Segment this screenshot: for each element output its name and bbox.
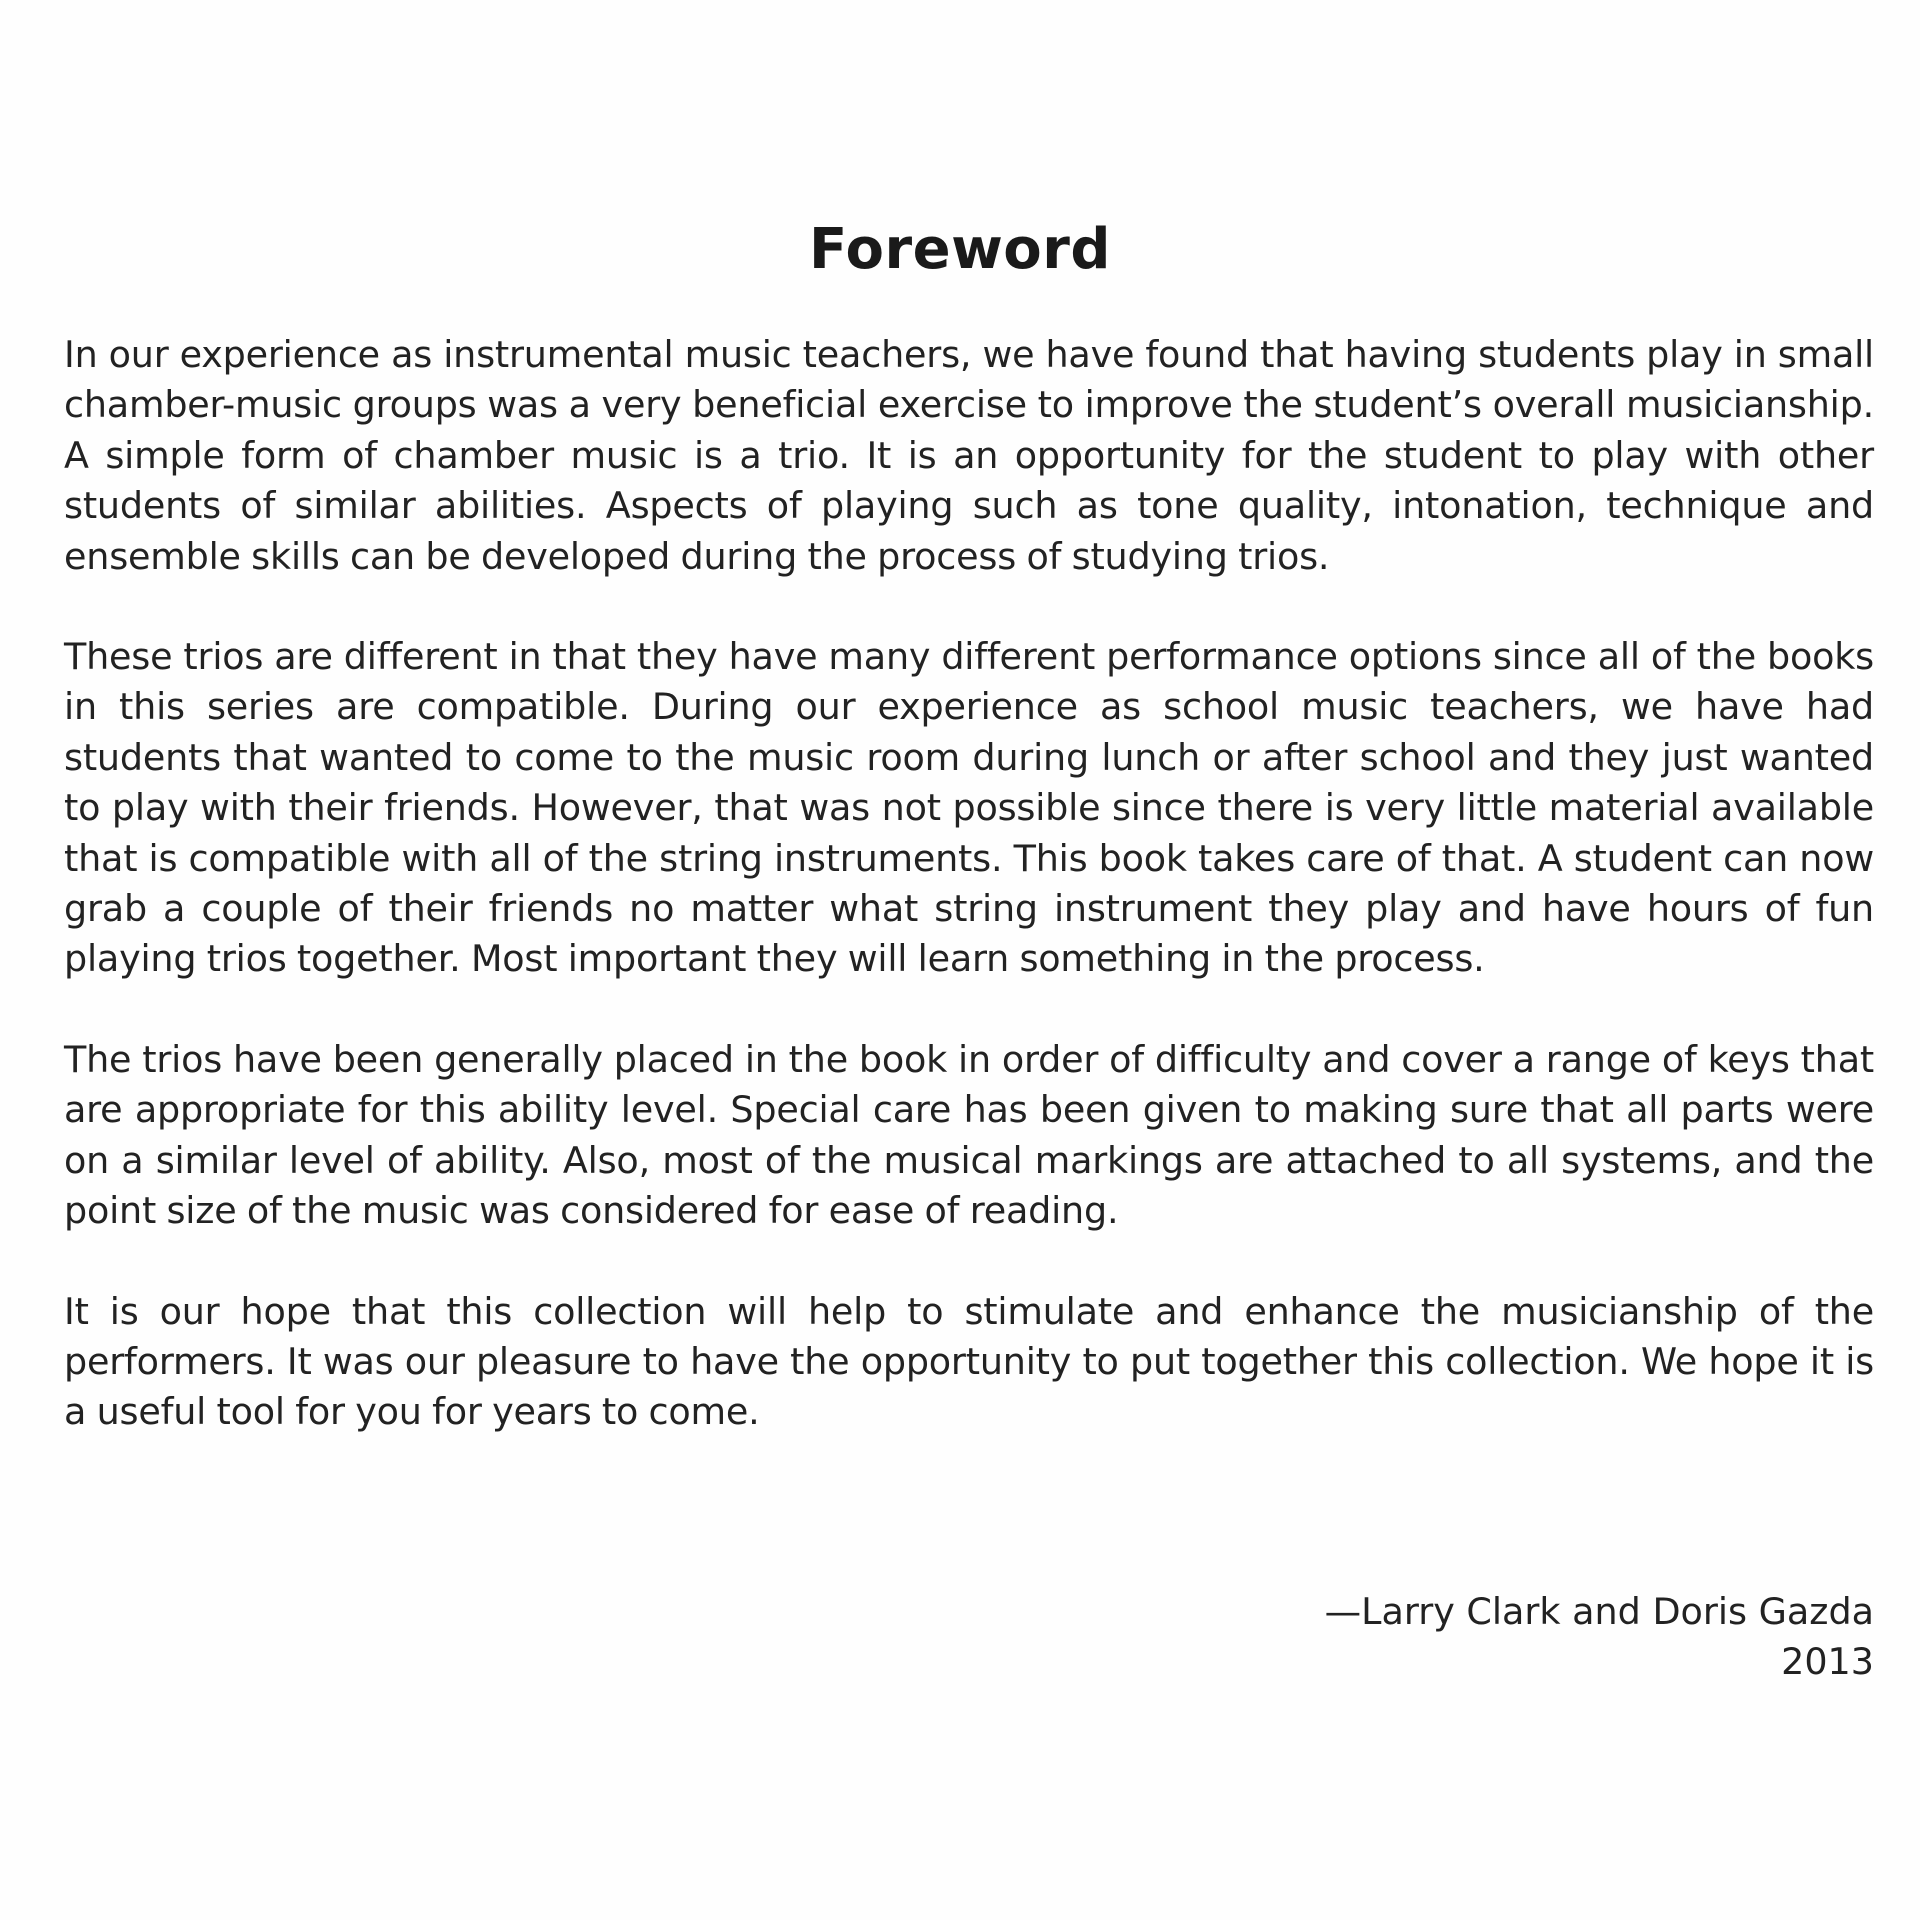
paragraph-3: The trios have been generally placed in the book in order of difficulty and cover a range of keys that are appropriate for this ability level. Special care has been given to making sure that all parts were on a similar level of ability. Also, most of the musical markings are attached to all systems, and the point size of the music was considered for ease of reading. — [64, 1037, 1874, 1233]
signature-authors: —Larry Clark and Doris Gazda — [1324, 1590, 1874, 1633]
foreword-body — [64, 330, 1874, 1488]
paragraph-2: These trios are different in that they have many different performance options since all of the books in this series are compatible. During our experience as school music teachers, we have had students that wanted to come to the music room during lunch or after school and they just wanted to play with their friends. However, that was not possible since there is very little material available that is compatible with all of the string instruments. This book takes care of that. A student can now grab a couple of their friends no matter what string instrument they play and have hours of fun playing trios together. Most important they will learn something in the process. — [64, 635, 1874, 981]
signature-block — [1325, 1587, 1874, 1687]
paragraph-1: In our experience as instrumental music teachers, we have found that having students play in small chamber-music groups was a very beneficial exercise to improve the student’s overall musicianship. A simple form of chamber music is a trio. It is an opportunity for the student to play with other students of similar abilities. Aspects of playing such as tone quality, intonation, technique and ensemble skills can be developed during the process of studying trios. — [64, 333, 1874, 578]
paragraph-4: It is our hope that this collection will help to stimulate and enhance the musicianship of the performers. It was our pleasure to have the opportunity to put together this collection. We hope it is a useful tool for you for years to come. — [64, 1289, 1874, 1434]
page-title: Foreword — [809, 217, 1111, 282]
signature-year: 2013 — [1781, 1640, 1874, 1683]
